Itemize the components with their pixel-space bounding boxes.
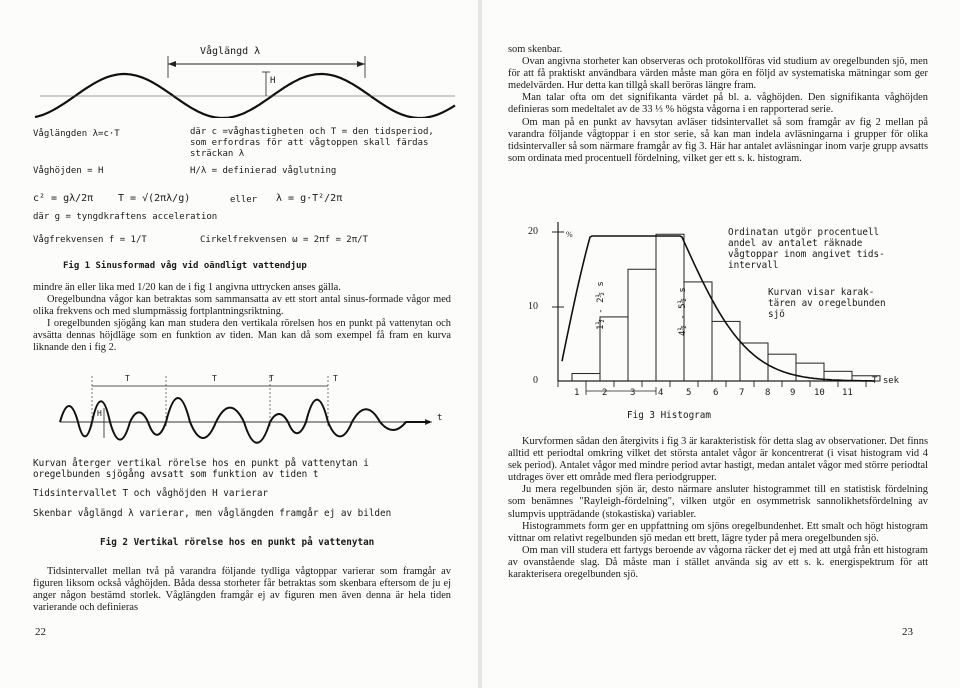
left-page [0,0,478,688]
wave-height-label: H [270,76,276,86]
fig2-period-mark: T [212,374,217,383]
wavelength-label: Våglängd λ [200,46,261,57]
right-page [482,0,960,688]
fig1-formula-or: eller [230,195,258,205]
paragraph: Ju mera regelbunden sjön är, desto närmare ansluter histogrammet till en statistisk fördelning som benämnes "Rayleigh-fördelning", vilken utgör en osymmetrisk sannolikhetsfördelning av slumpvis uppträdande (stokastiska) variabler. [508,484,928,520]
fig3-legend-curve: Kurvan visar karak- [768,287,875,298]
left-body-text-bottom [33,566,451,614]
fig1-formula-celerity: c² = gλ/2π [33,193,94,204]
x-tick-label: 10 [814,388,825,398]
fig1-formula-height: Våghöjden = H [33,166,104,176]
paragraph: Man talar ofta om det signifikanta värdet på bl. a. våghöjden. Den signifikanta våghöjden definieras som medeltalet av de 33 ⅓ % högsta vågorna i en rapporterad serie. [508,92,928,116]
histogram-band-label: 4½ - 5½ s [678,287,688,336]
fig2-t-axis-label: t [437,413,443,423]
fig1-formula-desc: sträckan λ [190,149,245,159]
paragraph: Ovan angivna storheter kan observeras och protokollföras vid studium av oregelbunden sjö, men för att få praktiskt användbara värden måste man göra en följd av systematiska mätningar som ger medelvärden. Hur detta kan tillgå skall beröras längre fram. [508,56,928,92]
x-tick-label: 11 [842,388,853,398]
x-tick-label: 8 [765,388,771,398]
page-number-right: 23 [902,626,913,638]
histogram-bar [572,374,600,381]
fig3-legend-curve: tären av oregelbunden [768,298,886,309]
paragraph: Histogrammets form ger en uppfattning om sjöns oregelbundenhet. Ett smalt och högt histogram vittnar om relativt regelbunden sjö medan ett brett, lägre tyder på mera oregelbunden sjö. [508,520,928,544]
fig3-legend-curve: sjö [768,309,785,320]
paragraph: Om man vill studera ett fartygs beroende av vågorna räcker det ej med att utgå från ett histogram av ovanstående slag. Då måste man i stället använda sig av ett s. k. energispektrum för att karakterisera oregelbunden sjö. [508,544,928,581]
y-tick-label: 10 [528,301,538,312]
fig1-caption: Fig 1 Sinusformad våg vid oändligt vattendjup [63,261,307,271]
histogram-bar [712,321,740,381]
fig2-period-mark: T [333,374,338,383]
fig2-description: Tidsintervallet T och våghöjden H varierar [33,488,269,499]
fig1-formula-wavelength: Våglängden λ=c·T [33,129,120,139]
x-tick-label: 1 [574,388,580,398]
paragraph: som skenbar. [508,44,563,55]
histogram-bar [684,282,712,381]
x-axis-unit-label: T sek [872,376,900,386]
x-tick-label: 7 [739,388,745,398]
fig3-legend-ordinate: andel av antalet räknade [728,238,863,249]
fig2-period-mark: T [125,374,130,383]
paragraph: Kurvformen sådan den återgivits i fig 3 är karakteristisk för detta slag av observationer. Det finns alltid ett periodtal omkring vilket det största antalet vågor är koncentrerat (i visat histogram vid 4 sek period). Antalet vågor med mindre period avtar hastigt, medan antalet vågor med större periodtal utdrages över ett område med flera periodgrupper. [508,436,928,484]
fig1-formula-desc: som erfordras för att vågtoppen skall färdas [190,138,429,148]
fig3-legend-ordinate: intervall [728,260,779,271]
x-tick-label: 2 [602,388,608,398]
x-tick-label: 4 [658,388,664,398]
x-tick-label: 5 [686,388,692,398]
y-unit-label: % [566,230,573,239]
x-tick-label: 6 [713,388,719,398]
paragraph: Oregelbundna vågor kan betraktas som sammansatta av ett stort antal sinus-formade vågor med olika frekvens och med slumpmässig fortplantningsriktning. [33,294,451,318]
histogram-bar [628,269,656,381]
left-body-text-top [33,282,451,355]
x-tick-label: 3 [630,388,636,398]
fig1-formula-lambda: λ = g·T²/2π [276,193,343,204]
fig1-formula-frequency: Vågfrekvensen f = 1/T [33,235,147,245]
fig2-description: oregelbunden sjögång avsatt som funktion av tiden t [33,469,319,480]
fig1-formula-period: T = √(2πλ/g) [118,193,191,204]
right-body-text-bottom [508,436,928,581]
fig2-description: Kurvan återger vertikal rörelse hos en punkt på vattenytan i [33,458,369,469]
fig1-formula-gravity: där g = tyngdkraftens acceleration [33,212,218,222]
fig1-formula-steepness: H/λ = definierad våglutning [190,166,337,176]
paragraph: I oregelbunden sjögång kan man studera den vertikala rörelsen hos en punkt på vattenytan och avsätta dennas höjdläge som en funktion av tiden. Man kan då som exempel få fram en kurva liknande den i fig 2. [33,318,451,354]
y-tick-label: 0 [533,375,538,386]
fig1-formula-circular-freq: Cirkelfrekvensen ω = 2πf = 2π/T [200,235,368,245]
fig2-irregular-wave-diagram [30,372,460,462]
histogram-band-label: 1½ - 2½ s [596,281,606,330]
right-body-text-top [508,44,928,165]
paragraph: Tidsintervallet mellan två på varandra följande tydliga vågtoppar varierar som framgår av figuren liksom också våghöjden. Båda dessa storheter får betraktas som skenbara eftersom de ju ej anger någon bestämd storlek. Våglängden framgår ej av figuren men även denna är hela tiden varierande och definieras [33,566,451,614]
fig2-description: Skenbar våglängd λ varierar, men våglängden framgår ej av bilden [33,508,392,519]
page-number-left: 22 [35,626,46,638]
fig3-histogram [482,216,960,434]
fig1-formula-desc: där c =våghastigheten och T = den tidsperiod, [190,127,434,137]
paragraph: mindre än eller lika med 1/20 kan de i fig 1 angivna uttrycken anses gälla. [33,282,341,293]
fig2-caption: Fig 2 Vertikal rörelse hos en punkt på vattenytan [100,537,375,548]
x-tick-label: 9 [790,388,796,398]
fig3-legend-ordinate: vågtoppar inom angivet tids- [728,249,885,260]
fig2-height-mark: H [97,409,102,418]
fig3-caption: Fig 3 Histogram [627,410,711,421]
fig3-legend-ordinate: Ordinatan utgör procentuell [728,227,880,238]
y-tick-label: 20 [528,226,538,237]
paragraph: Om man på en punkt av havsytan avläser tidsintervallet så som framgår av fig 2 mellan på varandra följande vågtoppar i en stor serie, så kan man indela avläsningarna i grupper för olika tidsintervaller så som närmare framgår av fig 3. Här har antalet avläsningar inom varje grupp avsatts som ordinata med procentuell fördelning, vilket ger ett s. k. histogram. [508,116,928,164]
fig2-period-mark: T [269,374,274,383]
